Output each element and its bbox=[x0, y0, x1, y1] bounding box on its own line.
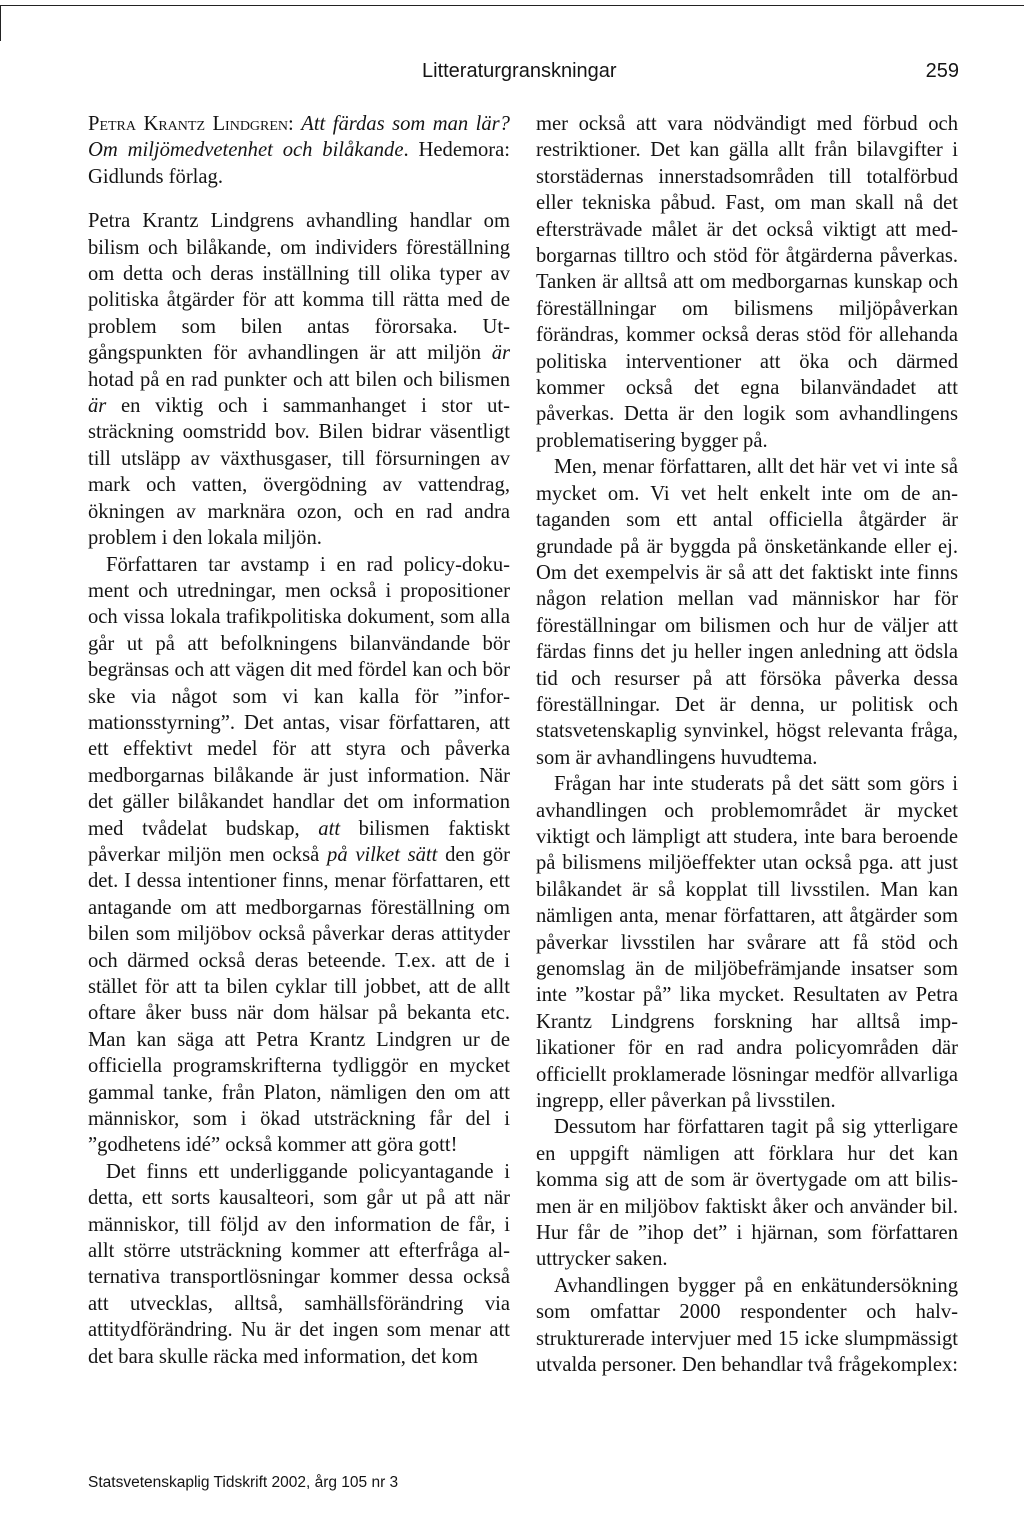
author-separator: : bbox=[288, 113, 302, 135]
body-paragraph: Avhandlingen bygger på en enkätundersökning som omfattar 2000 respondenter och halvstrukturerade intervjuer med 15 icke slumpmässigt utvalda personer. Den behandlar två frågekomplex: bbox=[536, 1274, 959, 1377]
crop-mark bbox=[0, 5, 1, 41]
text-run: bilismen faktiskt påverkar miljön men också bbox=[88, 817, 510, 866]
body-paragraph bbox=[88, 208, 510, 551]
review-publisher: . Hedemora: Gidlunds förlag. bbox=[88, 139, 510, 188]
text-run: Petra Krantz Lindgrens avhandling handlar om bilism och bilåkande, om individers föreställning om detta och deras inställning till olika typer av politiska åtgärder för att komma till rätta med de problem som bilen antas förorsaka. Utgångspunkten för avhandlingen är att miljön bbox=[88, 210, 510, 365]
review-author: Petra Krantz Lindgren bbox=[88, 113, 289, 135]
top-rule bbox=[0, 5, 1024, 6]
left-column bbox=[88, 111, 510, 1370]
journal-footer: Statsvetenskaplig Tidskrift 2002, årg 105 nr 3 bbox=[88, 1474, 399, 1491]
body-paragraph bbox=[88, 552, 510, 1159]
body-paragraph: Men, menar författaren, allt det här vet vi inte så mycket om. Vi vet helt enkelt inte om de antaganden som ett antal officiella åtgärder är grundade på är byggda på önsketänkande eller ej. Om det exempelvis är så att det faktiskt inte finns någon relation mellan vad människor har för föreställningar om bilismen och hur de väljer att färdas finns det ju heller ingen anledning att ödsla tid och resurser på att försöka påverka dessa föreställningar. Det är denna, ur politisk och statsvetenskaplig synvinkel, högst relevanta fråga, som är avhandlingens huvudtema. bbox=[536, 456, 958, 769]
review-book-title: Att färdas som man lär? Om miljömedvetenhet och bilåkande bbox=[88, 113, 510, 162]
running-head: Litteraturgranskningar bbox=[422, 60, 617, 82]
emphasis: att bbox=[318, 817, 341, 840]
right-column bbox=[536, 111, 958, 1379]
text-run: hotad på en rad punkter och att bilen och bilismen bbox=[88, 368, 510, 391]
body-paragraph: mer också att vara nödvändigt med förbud och restriktioner. Det kan gälla allt från bilavgifter i storstädernas innerstadsområden till totalförbud eller tekniska påbud. Fast, om man skall nå det eftersträvade målet är det också viktigt att medborgarnas tilltro och stöd för åtgärderna påverkas. Tanken är alltså att om medborgarnas kunskap och föreställningar om bilismens miljöpåverkan förändras, kommer också deras stöd för allehanda politiska interventioner att öka och därmed kommer också det egna bilanvändadet att påverkas. Detta är den logik som avhandlingens problematisering bygger på. bbox=[536, 113, 958, 452]
review-citation bbox=[88, 111, 510, 190]
text-run: Författaren tar avstamp i en rad policy-dokument och utredningar, men också i propositioner och vissa lokala trafikpolitiska dokument, som alla går ut på att befolkningens bilanvändande bör begränsas och att vägen dit med fördel kan och bör ske via något som vi kan kalla för ”informationsstyrning”. Det antas, visar författaren, att ett effektivt medel för att styra och påverka medborgarnas bilåkande är just information. När det gäller bilåkandet handlar det om information med tvådelat budskap, bbox=[88, 553, 510, 840]
body-paragraph: Frågan har inte studerats på det sätt som görs i avhandlingen och problemområdet är mycket viktigt och lämpligt att studera, inte bara beroende på bilismens miljöeffekter utan också pga. att just bilåkandet är så kopplat till livsstilen. Man kan nämligen anta, menar författaren, att åtgärder som påverkar livsstilen har svårare att få stöd och genomslag än de miljöbefrämjande insatser som inte ”kostar på” lika mycket. Resultaten av Petra Krantz Lindgrens forskning har alltså implikationer för en rad andra policyområden där officiellt proklamerade lösningar medför allvarliga ingrepp, eller påverkan på livsstilen. bbox=[536, 773, 958, 1113]
text-run: en viktig och i sammanhanget i stor utsträckning oomstridd bov. Bilen bidrar väsentligt till utsläpp av växthusgaser, till försurningen av mark och vatten, övergödning av vattendrag, ökningen av marknära ozon, och en rad andra problem i den lokala miljön. bbox=[88, 395, 510, 550]
emphasis: är bbox=[88, 395, 107, 418]
emphasis: är bbox=[491, 342, 510, 365]
text-run: den gör det. I dessa intentioner finns, menar författaren, ett antagande om att medborgarnas föreställning om bilen som miljöbov också påverkar deras attityder och därmed också deras beteende. T.ex. att de i stället för att ta bilen cyklar till jobbet, att de allt oftare åker buss när dom hälsar på bekanta etc. Man kan säga att Petra Krantz Lindgren ur de officiella programskrifterna tydliggör en mycket gammal tanke, från Platon, nämligen den om att människor, som i ökad utsträckning får del i ”godhetens idé” också kommer att göra gott! bbox=[88, 843, 511, 1157]
body-paragraph: Dessutom har författaren tagit på sig ytterligare en uppgift nämligen att förklara hur det kan komma sig att de som är övertygade om att bilismen är en miljöbov faktiskt åker och använder bil. Hur får de ”ihop det” i hjärnan, som författaren uttrycker saken. bbox=[536, 1116, 958, 1271]
page-number: 259 bbox=[925, 60, 959, 82]
emphasis: på vilket sätt bbox=[327, 843, 438, 866]
body-paragraph: Det finns ett underliggande policyantagande i detta, ett sorts kausalteori, som går ut på att när människor, till följd av den information de får, i allt större utsträckning kommer att efterfråga alternativa transportlösningar kommer dessa också att utvecklas, alltså, samhällsförändring via attitydförändring. Nu är det ingen som menar att det bara skulle räcka med information, det kom bbox=[88, 1160, 510, 1368]
